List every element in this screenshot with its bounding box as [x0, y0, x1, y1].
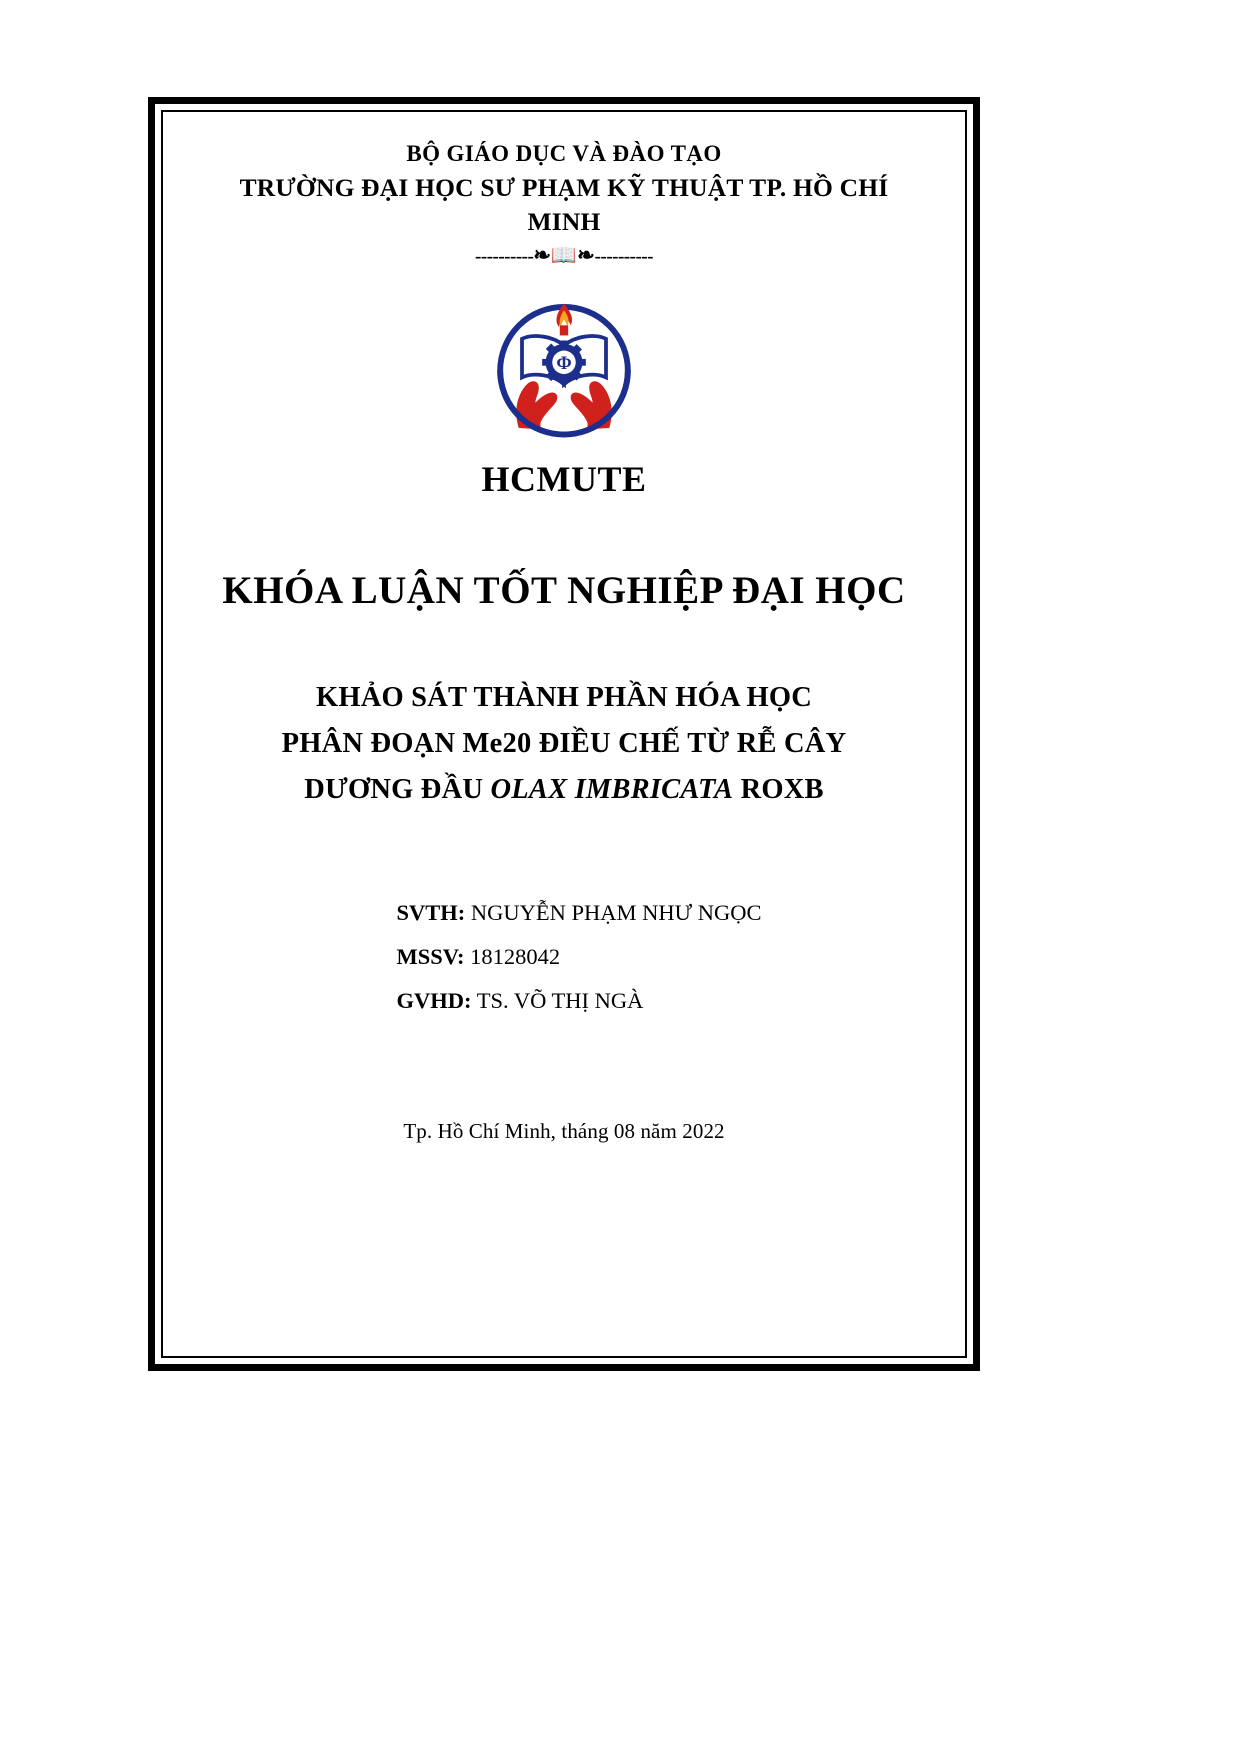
page-border-inner	[161, 110, 967, 1358]
student-label: SVTH:	[396, 900, 466, 926]
place-and-date: Tp. Hồ Chí Minh, tháng 08 năm 2022	[403, 1118, 725, 1143]
university-name: TRƯỜNG ĐẠI HỌC SƯ PHẠM KỸ THUẬT TP. HỒ CHÍ MINH	[239, 173, 889, 237]
thesis-title-line-3-prefix: DƯƠNG ĐẦU	[304, 774, 491, 806]
student-value: NGUYỄN PHẠM NHƯ NGỌC	[470, 900, 762, 926]
ornament-divider	[203, 244, 925, 268]
hcmute-logo-icon	[480, 280, 648, 448]
advisor-label: GVHD:	[396, 988, 472, 1013]
thesis-title-line-2: PHÂN ĐOẠN Me20 ĐIỀU CHẾ TỪ RỄ CÂY	[281, 727, 847, 759]
university-logo	[203, 280, 925, 448]
thesis-title-line-1: KHẢO SÁT THÀNH PHẦN HÓA HỌC	[315, 681, 813, 713]
student-id-label: MSSV:	[396, 944, 465, 970]
svg-text:Φ: Φ	[556, 352, 572, 373]
student-id-row	[397, 935, 762, 979]
divider-dashes-left: ----------	[475, 245, 534, 267]
thesis-title-line-3	[203, 767, 925, 813]
thesis-title-line-3-suffix: ROXB	[733, 774, 824, 806]
divider-dashes-right: ----------	[594, 245, 653, 267]
logo-acronym: HCMUTE	[481, 458, 647, 499]
advisor-row	[397, 979, 762, 1023]
author-info-block	[203, 891, 925, 1023]
ministry-name: BỘ GIÁO DỤC VÀ ĐÀO TẠO	[406, 141, 722, 166]
thesis-type-heading: KHÓA LUẬN TỐT NGHIỆP ĐẠI HỌC	[222, 568, 906, 612]
student-row	[397, 891, 762, 935]
advisor-value: TS. VÕ THỊ NGÀ	[476, 988, 644, 1013]
thesis-title	[203, 675, 925, 813]
page-border-outer	[148, 97, 980, 1371]
student-id-value: 18128042	[470, 944, 561, 970]
book-ornament-icon: ❧📖❧	[533, 242, 595, 267]
species-name: OLAX IMBRICATA	[490, 774, 734, 806]
cover-content	[163, 112, 965, 1356]
